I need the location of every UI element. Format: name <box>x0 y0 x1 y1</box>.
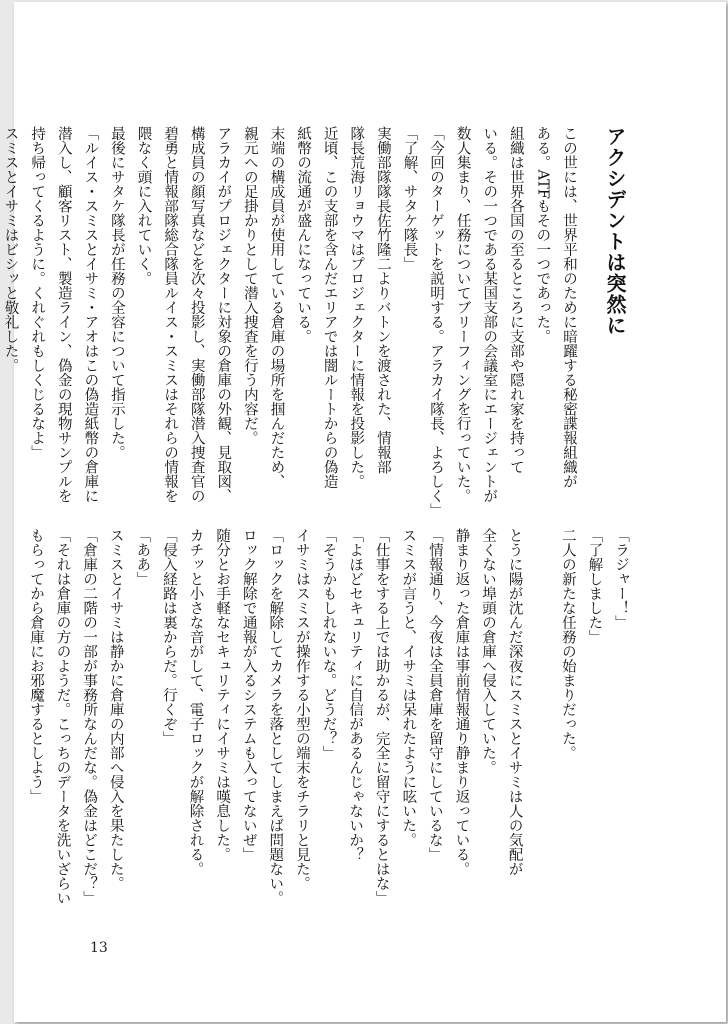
text-line: 「ラジャー！」 <box>613 528 629 630</box>
text-line: 構成員の顔写真などを次々投影し、実働部隊潜入捜査官の <box>188 126 205 503</box>
text-line: 組織は世界各国の至るところに支部や隠れ家を持って <box>507 126 524 474</box>
text-line: 全くない埠頭の倉庫へ侵入していた。 <box>480 528 497 775</box>
text-line: カチッと小さな音がして、電子ロックが解除される。 <box>187 528 204 876</box>
text-line: 「ロックを解除してカメラを落としてしまえば問題ない。 <box>267 528 284 905</box>
text-line: 「今回のターゲットを説明する。アラカイ隊長、よろしく」 <box>428 126 445 518</box>
text-line: 「了解、サタケ隊長」 <box>401 126 418 271</box>
page-number: 13 <box>90 940 108 956</box>
text-line: 持ち帰ってくるように。くれぐれもしくじるなよ」 <box>29 126 46 460</box>
text-line: 潜入し、顧客リスト、製造ライン、偽金の現物サンプルを <box>55 126 72 503</box>
text-line: 「それは倉庫の方のようだ。こっちのデータを洗いざらい <box>54 528 71 905</box>
text-line: 「そうかもしれないな。どうだ？」 <box>320 528 337 760</box>
text-line: 「情報通り、今夜は全員倉庫を留守にしているな」 <box>426 528 443 862</box>
text-line: 「ルイス・スミスとイサミ・アオはこの偽造紙幣の倉庫に <box>82 126 99 503</box>
text-line: 碧勇と情報部隊総合隊員ルイス・スミスはそれらの情報を <box>162 126 179 503</box>
text-line: 最後にサタケ隊長が任務の全容について指示した。 <box>108 126 125 460</box>
book-page <box>2 2 726 1022</box>
text-line: 実働部隊隊長佐竹隆二よりバトンを渡された、情報部 <box>374 126 391 474</box>
text-line: 末端の構成員が使用している倉庫の場所を掴んだため、 <box>268 126 285 489</box>
text-line: アラカイがプロジェクターに対象の倉庫の外観、見取図、 <box>215 126 232 503</box>
text-line: 「仕事をする上では助かるが、完全に留守にするとはな」 <box>373 528 390 905</box>
text-line: 数人集まり、任務についてブリーフィングを行っていた。 <box>454 126 471 503</box>
text-line: 随分とお手軽なセキュリティにイサミは嘆息した。 <box>214 528 231 862</box>
text-line <box>528 528 555 913</box>
text-line: スミスとイサミはビシッと敬礼した。 <box>2 126 19 373</box>
text-line: いる。その一つである某国支部の会議室にエージェントが <box>481 126 498 503</box>
text-line: 「ああ」 <box>134 528 151 586</box>
text-line: この世には、世界平和のために暗躍する秘密諜報組織が <box>561 126 577 489</box>
text-line: 親元への足掛かりとして潜入捜査を行う内容だ。 <box>241 126 258 445</box>
text-line: 「了解しました」 <box>586 528 603 644</box>
text-line: 静まり返った倉庫は事前情報通り静まり返っている。 <box>453 528 470 876</box>
upper-text-block <box>2 126 582 518</box>
text-line: とうに陽が沈んだ深夜にスミスとイサミは人の気配が <box>506 528 523 876</box>
text-line: スミスが言うと、イサミは呆れたように呟いた。 <box>400 528 417 847</box>
text-line: 「よほどセキュリティに自信があるんじゃないか？ <box>347 528 364 862</box>
chapter-title: アクシデントは突然に <box>603 126 627 336</box>
text-line: 近頃、この支部を含んだエリアでは闇ルートからの偽造 <box>321 126 338 489</box>
text-line: 「侵入経路は裏からだ。行くぞ」 <box>160 528 177 746</box>
text-line: もらってから倉庫にお邪魔するとしよう」 <box>27 528 44 804</box>
lower-text-block <box>27 528 634 913</box>
text-line: ロック解除で通報が入るシステムも入ってないぜ」 <box>240 528 257 862</box>
text-line: ある。ATFもその一つであった。 <box>534 126 551 344</box>
text-line: 紙幣の流通が盛んになっている。 <box>295 126 312 344</box>
text-line: イサミはスミスが操作する小型の端末をチラリと見た。 <box>293 528 310 891</box>
text-line: 隊長荒海リョウマはプロジェクターに情報を投影した。 <box>348 126 365 489</box>
text-line: 「倉庫の二階の一部が事務所なんだな。偽金はどこだ？」 <box>81 528 98 905</box>
text-line: 隈なく頭に入れていく。 <box>135 126 152 286</box>
text-line: スミスとイサミは静かに倉庫の内部へ侵入を果たした。 <box>107 528 124 891</box>
text-line: 二人の新たな任務の始まりだった。 <box>559 528 576 760</box>
